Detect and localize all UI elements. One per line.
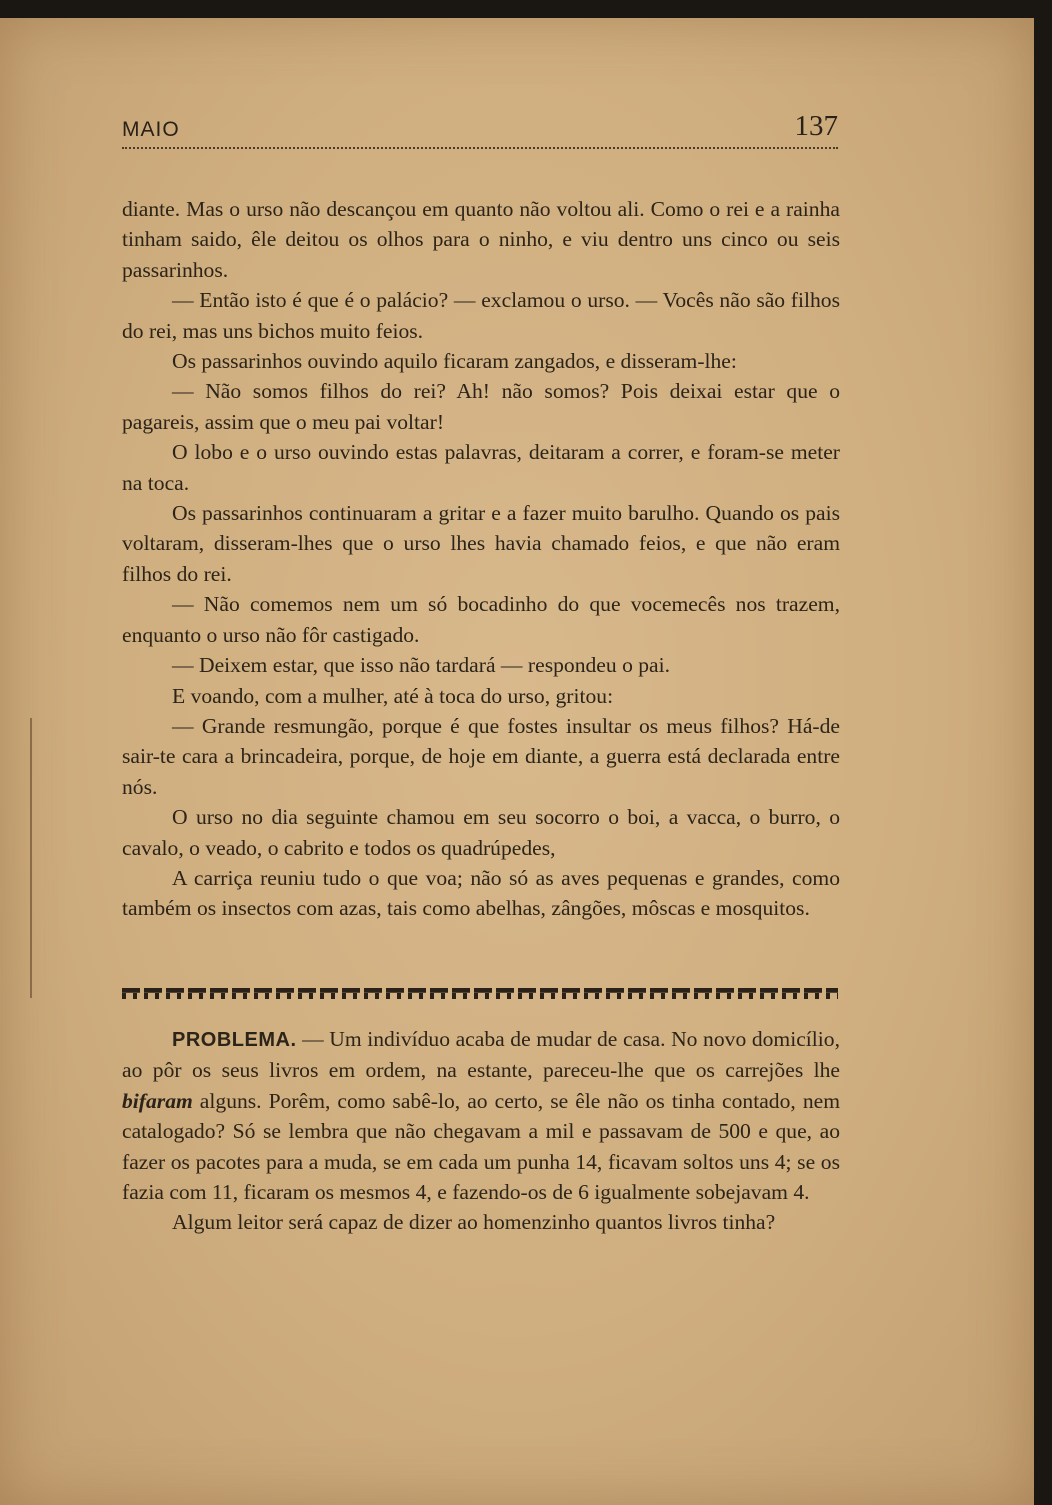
section-title: MAIO xyxy=(122,118,180,141)
problem-section xyxy=(122,1024,840,1238)
header-rule xyxy=(122,147,838,149)
running-header xyxy=(122,104,838,144)
problem-text-end: alguns. Porêm, como sabê-lo, ao certo, se êle não os tinha contado, nem catalogado? Só se lembra que não chegavam a mil e passavam de 500 e que, ao fazer os pacotes para a muda, se em cada um punha 14, ficavam soltos uns 4; se os fazia com 11, ficaram os mesmos 4, e fazendo-os de 6 igualmente sobejavam 4. xyxy=(122,1088,840,1205)
paragraph: E voando, com a mulher, até à toca do urso, gritou: xyxy=(172,683,614,708)
paragraph: diante. Mas o urso não descançou em quanto não voltou ali. Como o rei e a rainha tinham saido, êle deitou os olhos para o ninho, e viu dentro uns cinco ou seis passarinhos. xyxy=(122,197,840,282)
story-text xyxy=(122,194,840,924)
page-number: 137 xyxy=(794,110,838,142)
problem-italic-word: bifaram xyxy=(122,1088,193,1113)
paragraph: — Grande resmungão, porque é que fostes insultar os meus filhos? Há-de sair-te cara a brincadeira, porque, de hoje em diante, a guerra está declarada entre nós. xyxy=(122,713,840,799)
paragraph: Os passarinhos ouvindo aquilo ficaram zangados, e disseram-lhe: xyxy=(172,349,737,374)
paragraph: — Então isto é que é o palácio? — exclamou o urso. — Vocês não são filhos do rei, mas uns bichos muito feios. xyxy=(122,288,840,343)
problem-question: Algum leitor será capaz de dizer ao homenzinho quantos livros tinha? xyxy=(172,1210,776,1235)
paragraph: — Deixem estar, que isso não tardará — respondeu o pai. xyxy=(172,653,671,678)
problem-text-start: — Um indivíduo acaba de mudar de casa. No novo domicílio, ao pôr os seus livros em ordem, na estante, pareceu-lhe que os carrejões lhe xyxy=(122,1027,840,1083)
binding-shadow xyxy=(30,718,38,998)
paragraph: Os passarinhos continuaram a gritar e a fazer muito barulho. Quando os pais voltaram, disseram-lhes que o urso lhes havia chamado feios, e que não eram filhos do rei. xyxy=(122,501,840,586)
problem-label: PROBLEMA. xyxy=(172,1029,297,1051)
problem-paragraph xyxy=(122,1024,840,1207)
paragraph: — Não somos filhos do rei? Ah! não somos? Pois deixai estar que o pagareis, assim que o meu pai voltar! xyxy=(122,379,840,434)
paragraph: O urso no dia seguinte chamou em seu socorro o boi, a vacca, o burro, o cavalo, o veado, o cabrito e todos os quadrúpedes, xyxy=(122,805,840,860)
paragraph: A carriça reuniu tudo o que voa; não só as aves pequenas e grandes, como também os insectos com azas, tais como abelhas, zângões, môscas e mosquitos. xyxy=(122,865,840,921)
ornamental-divider-teeth xyxy=(122,993,838,999)
paragraph: O lobo e o urso ouvindo estas palavras, deitaram a correr, e foram-se meter na toca. xyxy=(122,440,840,495)
paragraph: — Não comemos nem um só bocadinho do que vocemecês nos trazem, enquanto o urso não fôr castigado. xyxy=(122,592,840,647)
